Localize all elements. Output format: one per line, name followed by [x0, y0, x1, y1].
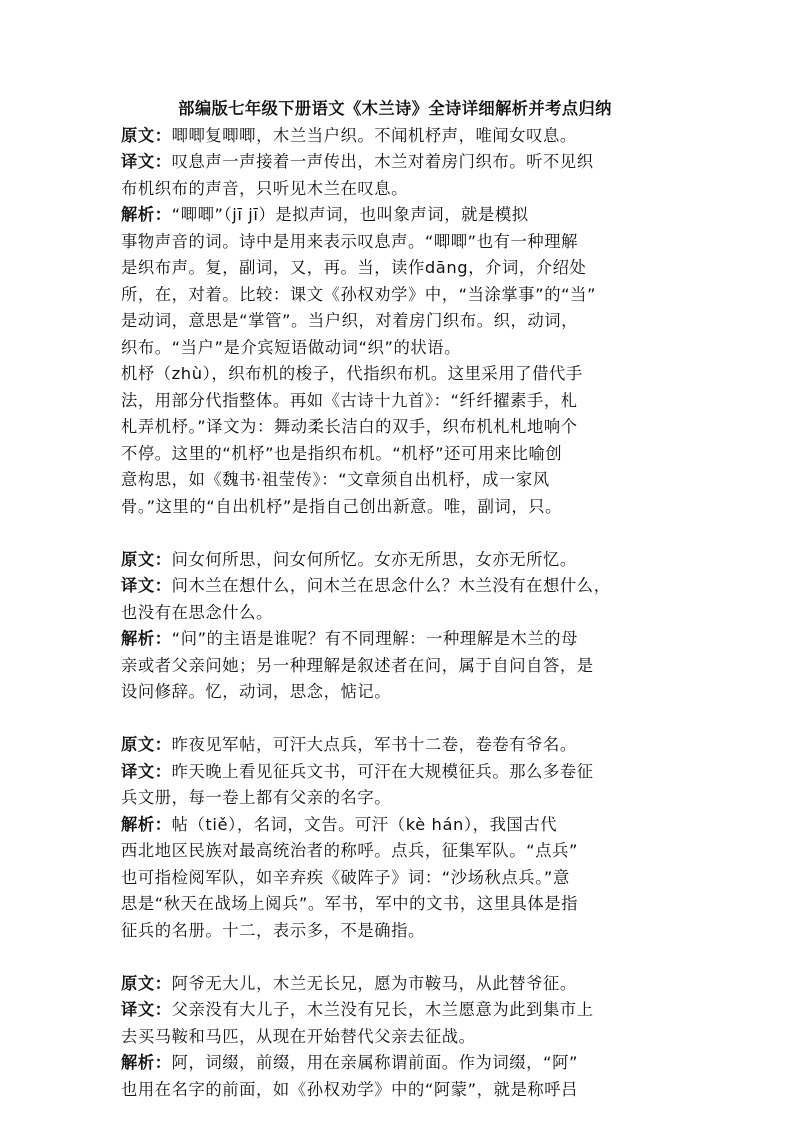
analysis-label: 解析：: [121, 629, 172, 648]
original-label: 原文：: [121, 735, 172, 754]
analysis-line: 也可指检阅军队，如辛弃疾《破阵子》词：“沙场秋点兵。”意: [121, 867, 570, 887]
analysis-line: 亲或者父亲问她；另一种理解是叙述者在问，属于自问自答，是: [121, 655, 594, 675]
original-text: [121, 971, 677, 998]
original-line: 昨夜见军帖，可汗大点兵，军书十二卷，卷卷有爷名。: [171, 735, 577, 754]
translation-line: 昨天晚上看见征兵文书，可汗在大规模征兵。那么多卷征: [171, 761, 594, 781]
analysis-line: 也用在名字的前面，如《孙权劝学》中的“阿蒙”，就是称呼吕: [121, 1079, 578, 1099]
original-label: 原文：: [121, 973, 172, 993]
analysis-line: “问”的主语是谁呢？有不同理解：一种理解是木兰的母: [171, 629, 578, 648]
analysis-line: 所，在，对着。比较：课文《孙权劝学》中，“当涂掌事”的“当”: [121, 284, 597, 304]
analysis-line: 阿，词缀，前缀，用在亲属称谓前面。作为词缀，“阿”: [171, 1053, 578, 1072]
analysis-line: 征兵的名册。十二，表示多，不是确指。: [121, 920, 425, 940]
translation-label: 译文：: [121, 1000, 172, 1019]
analysis-line: 骨。”这里的“自出机杼”是指自己创出新意。唯，副词，只。: [121, 496, 562, 516]
analysis-label: 解析：: [121, 205, 172, 224]
page-title: 部编版七年级下册语文《木兰诗》全诗详细解析并考点归纳: [178, 99, 612, 118]
analysis-text: [121, 202, 677, 229]
translation-label: 译文：: [121, 761, 172, 781]
analysis-line: 设问修辞。忆，动词，思念，惦记。: [121, 682, 392, 701]
translation-text: [121, 759, 677, 786]
analysis-line: 机杼（zhù），织布机的梭子，代指织布机。这里采用了借代手: [121, 364, 583, 383]
translation-label: 译文：: [121, 152, 172, 171]
translation-line: 兵文册，每一卷上都有父亲的名字。: [121, 788, 392, 807]
original-label: 原文：: [121, 125, 172, 145]
analysis-line: “唧唧”（jī jī）是拟声词，也叫象声词，就是模拟: [171, 205, 529, 224]
analysis-line: 帖（tiě），名词，文告。可汗（kè hán），我国古代: [171, 814, 558, 834]
analysis-label: 解析：: [121, 1053, 172, 1072]
original-line: 问女何所思，问女何所忆。女亦无所思，女亦无所忆。: [171, 549, 577, 569]
translation-line: 叹息声一声接着一声传出，木兰对着房门织布。听不见织: [171, 152, 594, 171]
original-text: [121, 547, 677, 574]
translation-text: [121, 149, 677, 176]
analysis-label: 解析：: [121, 814, 172, 834]
analysis-line: 不停。这里的“机杼”也是指织布机。“机杼”还可用来比喻创: [121, 443, 563, 463]
analysis-line: 织布。“当户”是介宾短语做动词“织”的状语。: [121, 337, 462, 357]
translation-label: 译文：: [121, 576, 172, 595]
analysis-line: 思是“秋天在战场上阅兵”。军书，军中的文书，这里具体是指: [121, 894, 578, 913]
paragraph-gap: [121, 706, 677, 733]
original-line: 唧唧复唧唧，木兰当户织。不闻机杼声，唯闻女叹息。: [171, 125, 577, 145]
analysis-text: [121, 1050, 677, 1077]
paragraph-gap: [121, 520, 677, 547]
original-text: [121, 123, 677, 150]
translation-line: 布机织布的声音，只听见木兰在叹息。: [121, 178, 408, 198]
translation-line: 问木兰在想什么，问木兰在思念什么？木兰没有在想什么，: [171, 576, 611, 595]
translation-text: [121, 573, 677, 600]
original-label: 原文：: [121, 549, 172, 569]
analysis-line: 意构思，如《魏书·祖莹传》：“文章须自出机杼，成一家风: [121, 470, 550, 489]
original-text: [121, 732, 677, 759]
analysis-text: [121, 812, 677, 839]
translation-line: 也没有在思念什么。: [121, 602, 273, 622]
analysis-text: [121, 626, 677, 653]
paragraph-gap: [121, 944, 677, 971]
analysis-line: 西北地区民族对最高统治者的称呼。点兵，征集军队。“点兵”: [121, 841, 578, 860]
analysis-line: 札弄机杼。”译文为：舞动柔长洁白的双手，织布机札札地响个: [121, 417, 578, 436]
translation-line: 去买马鞍和马匹，从现在开始替代父亲去征战。: [121, 1026, 476, 1046]
analysis-line: 是动词，意思是“掌管”。当户织，对着房门织布。织，动词，: [121, 311, 578, 330]
analysis-line: 法，用部分代指整体。再如《古诗十九首》：“纤纤擢素手，札: [121, 390, 578, 410]
document-page: [121, 96, 677, 1103]
translation-text: [121, 997, 677, 1024]
original-line: 阿爷无大儿，木兰无长兄，愿为市鞍马，从此替爷征。: [171, 973, 577, 993]
analysis-line: 事物声音的词。诗中是用来表示叹息声。“唧唧”也有一种理解: [121, 231, 578, 251]
analysis-line: 是织布声。复，副词，又，再。当，读作dāng，介词，介绍处: [121, 258, 587, 277]
translation-line: 父亲没有大儿子，木兰没有兄长，木兰愿意为此到集市上: [171, 1000, 594, 1019]
